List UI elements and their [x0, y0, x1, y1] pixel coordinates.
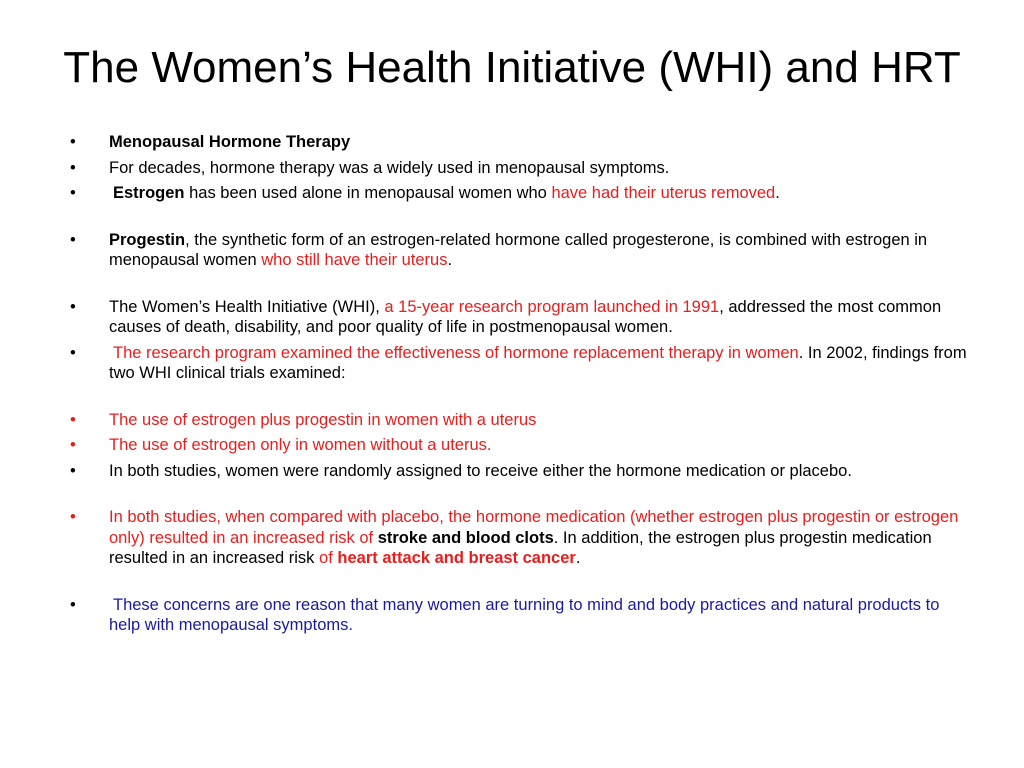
- bullet-text: , addressed the most common causes of death, disability, and poor quality of life in postmenopausal women.: [109, 297, 942, 336]
- bullet-dot-icon: •: [70, 133, 76, 151]
- bullet-dot-icon: •: [70, 343, 76, 362]
- bullet-text: In both studies, women were randomly assigned to receive either the hormone medication or placebo.: [109, 461, 852, 480]
- bullet-whi: [70, 297, 970, 338]
- bullet-estrogen-plus-progestin: [70, 410, 970, 431]
- slide-title: The Women’s Health Initiative (WHI) and HRT: [63, 43, 961, 92]
- bullet-highlight-text: who still have their uterus: [261, 251, 448, 269]
- bullet-text: For decades, hormone therapy was a widely used in menopausal symptoms.: [109, 158, 670, 177]
- bullet-highlight-text: have had their uterus removed: [551, 184, 776, 202]
- bullet-bold-highlight-text: heart attack and breast cancer: [337, 549, 576, 567]
- bullet-bold-text: stroke and blood clots: [377, 528, 554, 547]
- bullet-dot-icon: •: [70, 410, 76, 429]
- bullet-estrogen: [70, 183, 970, 204]
- bullet-dot-icon: •: [70, 158, 76, 177]
- bullet-text: , the synthetic form of an estrogen-related hormone called progesterone, is combined with estrogen in menopausal women: [109, 230, 928, 269]
- bullet-dot-icon: •: [70, 595, 76, 614]
- bullet-text: has been used alone in menopausal women who: [184, 184, 552, 202]
- bullet-text: Menopausal Hormone Therapy: [109, 133, 351, 151]
- bullet-text: The use of estrogen plus progestin in women with a uterus: [109, 410, 537, 429]
- bullet-text: The Women’s Health Initiative (WHI),: [109, 297, 385, 316]
- bullet-menopausal-hormone-therapy: [70, 132, 970, 153]
- bullet-increased-risk: [70, 507, 970, 569]
- bullet-dot-icon: •: [70, 184, 76, 202]
- bullet-progestin: [70, 230, 970, 271]
- bullet-estrogen-only: [70, 435, 970, 456]
- bullet-for-decades: [70, 158, 970, 179]
- bullet-text: .: [775, 184, 780, 202]
- bullet-text: . In addition, the estrogen plus progestin medication resulted in an increased risk: [109, 528, 932, 567]
- bullet-dot-icon: •: [70, 297, 76, 316]
- bullet-text: .: [575, 549, 581, 567]
- bullet-list: [70, 132, 970, 641]
- bullet-research-program: [70, 343, 970, 384]
- bullet-randomly-assigned: [70, 461, 970, 482]
- bullet-dot-icon: •: [70, 461, 76, 480]
- bullet-bold-text: Progestin: [109, 230, 186, 249]
- bullet-text: The use of estrogen only in women without a uterus.: [109, 436, 492, 454]
- bullet-dot-icon: •: [70, 436, 76, 454]
- bullet-text: . In 2002, findings from two WHI clinical trials examined:: [109, 343, 967, 382]
- bullet-highlight-text: In both studies, when compared with placebo, the hormone medication (whether estrogen plus progestin or estrogen only) resulted in an increased risk of: [109, 508, 959, 547]
- bullet-dot-icon: •: [70, 230, 76, 249]
- bullet-highlight-text: The research program examined the effectiveness of hormone replacement therapy in women: [113, 343, 799, 362]
- bullet-text: These concerns are one reason that many women are turning to mind and body practices and natural products to help with menopausal symptoms.: [109, 595, 940, 634]
- bullet-dot-icon: •: [70, 508, 76, 526]
- bullet-bold-text: Estrogen: [113, 184, 185, 202]
- bullet-highlight-text: of: [319, 549, 338, 567]
- bullet-text: .: [447, 251, 453, 269]
- bullet-highlight-text: a 15-year research program launched in 1991: [384, 297, 720, 316]
- bullet-these-concerns: [70, 595, 970, 636]
